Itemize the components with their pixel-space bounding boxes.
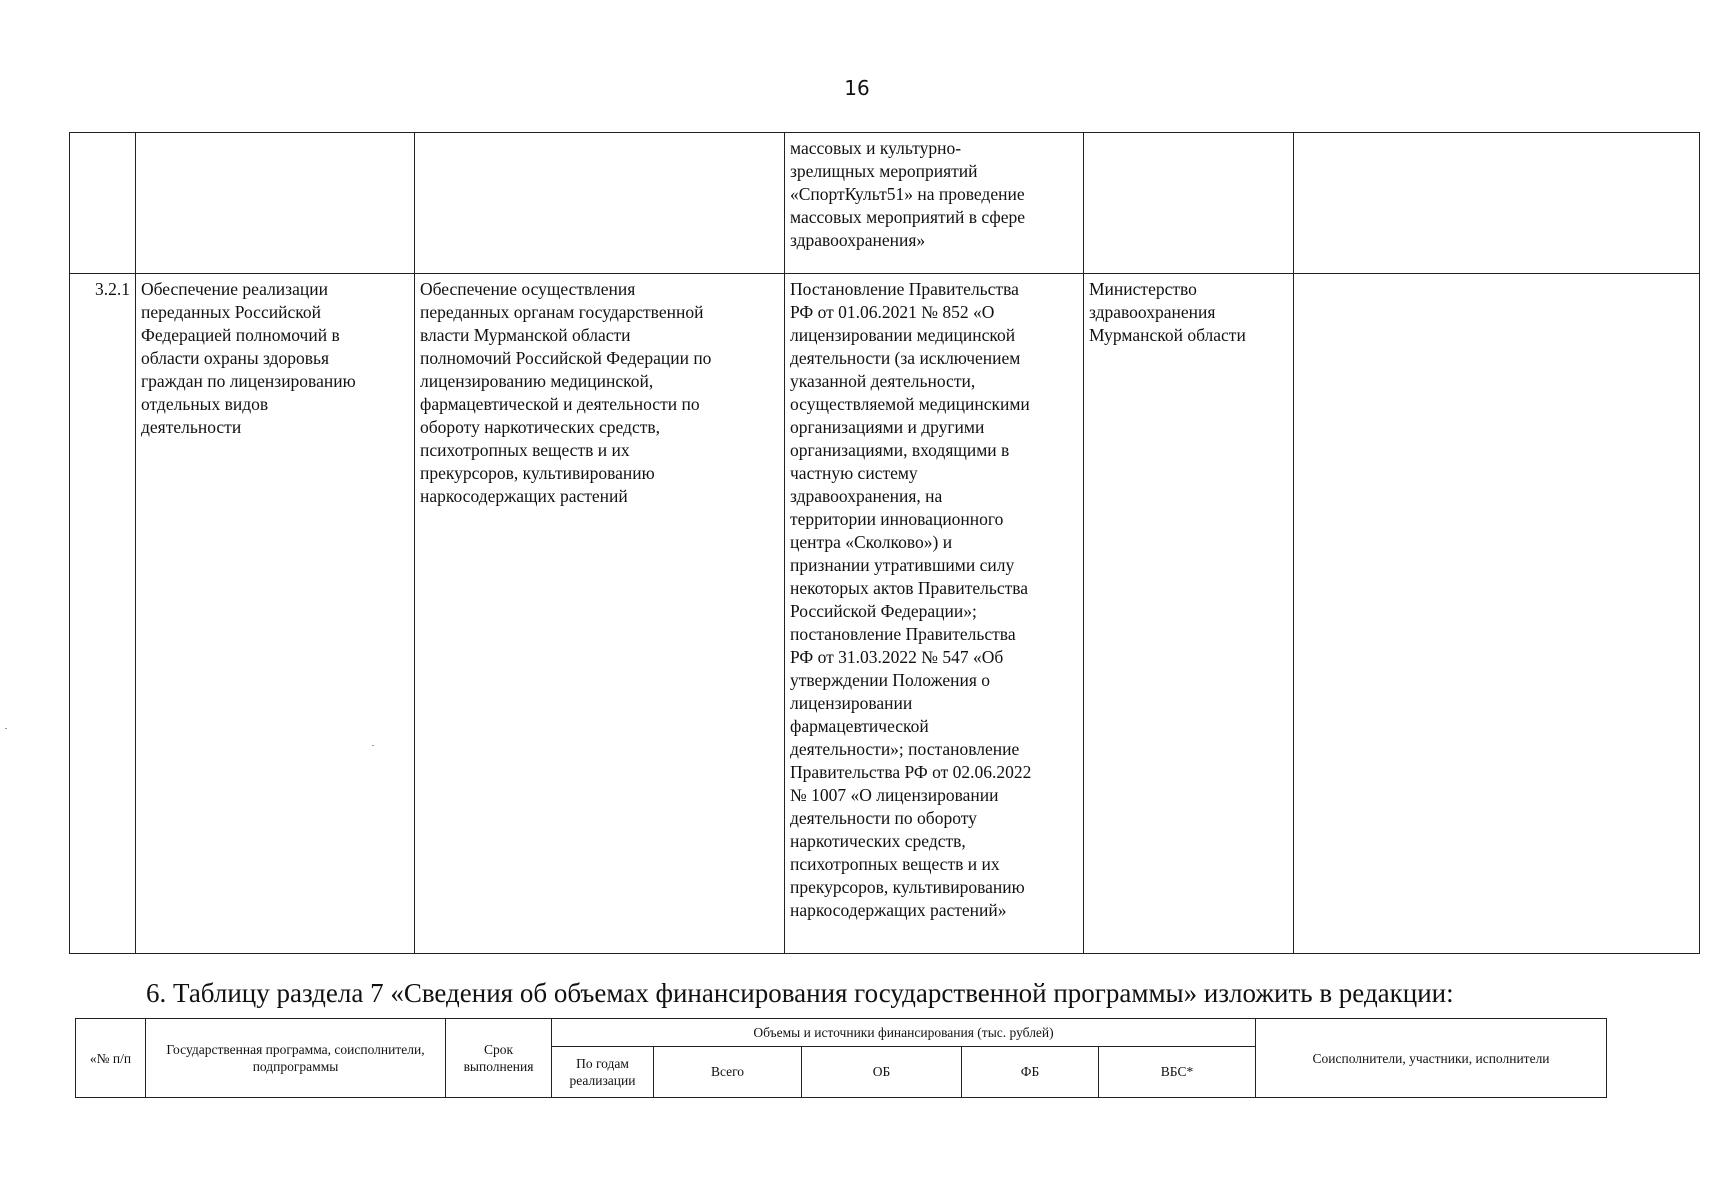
cell-text-line: территории инновационного xyxy=(790,509,1004,529)
cell-text-line: Обеспечение реализации xyxy=(141,279,328,299)
cell-num xyxy=(70,133,136,274)
cell-text-line: массовых мероприятий в сфере xyxy=(790,207,1026,227)
cell-text-line: прекурсоров, культивированию xyxy=(790,877,1025,897)
finance-header-row-1 xyxy=(76,1019,1607,1047)
executor-cell xyxy=(1084,274,1294,954)
measures-table xyxy=(69,132,1700,954)
cell-executor xyxy=(1084,133,1294,274)
cell-text-line: Обеспечение осуществления xyxy=(420,279,636,299)
finance-table-header xyxy=(75,1018,1607,1098)
col-num-header: «№ п/п xyxy=(76,1019,146,1098)
col-vbs-header: ВБС* xyxy=(1099,1046,1256,1097)
col-coexecutors-header: Соисполнители, участники, исполнители xyxy=(1256,1019,1607,1098)
cell-text-line: Российской Федерации»; xyxy=(790,601,977,621)
section-heading: 6. Таблицу раздела 7 «Сведения об объемах финансирования государственной программы» изложить в редакции: xyxy=(146,978,1454,1008)
cell-text-line: Постановление Правительства xyxy=(790,279,1019,299)
cell-text-line: области охраны здоровья xyxy=(141,348,329,368)
col-years-header: По годам реализации xyxy=(552,1046,654,1097)
col-fb-header: ФБ xyxy=(962,1046,1099,1097)
cell-text-line: фармацевтической и деятельности по xyxy=(420,394,700,414)
cell-basis xyxy=(785,133,1084,274)
cell-text-line: здравоохранения, на xyxy=(790,486,943,506)
col-program-header: Государственная программа, соисполнители, подпрограммы xyxy=(146,1019,446,1098)
cell-text-line: лицензировании медицинской xyxy=(790,325,1016,345)
cell-text-line: наркосодержащих растений» xyxy=(790,900,1007,920)
table-row-3-2-1 xyxy=(70,274,1700,954)
cell-text-line: Правительства РФ от 02.06.2022 xyxy=(790,762,1032,782)
cell-text-line: деятельности»; постановление xyxy=(790,739,1020,759)
cell-text-line: психотропных веществ и их xyxy=(420,440,630,460)
cell-text-line: «СпортКульт51» на проведение xyxy=(790,184,1025,204)
col-volumes-header: Объемы и источники финансирования (тыс. рублей) xyxy=(552,1019,1256,1047)
cell-text-line: наркотических средств, xyxy=(790,831,966,851)
cell-task xyxy=(136,133,415,274)
cell-text-line: прекурсоров, культивированию xyxy=(420,463,655,483)
cell-text-line: постановление Правительства xyxy=(790,624,1016,644)
cell-text-line: Министерство xyxy=(1089,279,1197,299)
page-number: 16 xyxy=(844,76,870,100)
cell-text-line: отдельных видов xyxy=(141,394,269,414)
cell-text-line: фармацевтической xyxy=(790,716,929,736)
cell-text-line: Федерацией полномочий в xyxy=(141,325,340,345)
cell-text-line: РФ от 31.03.2022 № 547 «Об xyxy=(790,647,1004,667)
cell-text-line: утверждении Положения о xyxy=(790,670,991,690)
cell-text-line: переданных Российской xyxy=(141,302,321,322)
row-number: 3.2.1 xyxy=(70,274,136,954)
cell-text-line: деятельности по обороту xyxy=(790,808,977,828)
cell-text-line: переданных органам государственной xyxy=(420,302,704,322)
col-total-header: Всего xyxy=(654,1046,802,1097)
task-cell xyxy=(136,274,415,954)
content-cell xyxy=(415,274,785,954)
cell-text-line: организациями, входящими в xyxy=(790,440,1010,460)
cell-text-line: лицензировании xyxy=(790,693,913,713)
cell-text-line: некоторых актов Правительства xyxy=(790,578,1029,598)
cell-text-line: полномочий Российской Федерации по xyxy=(420,348,712,368)
table-row-continuation xyxy=(70,133,1700,274)
cell-text-line: деятельности xyxy=(141,417,242,437)
cell-text-line: зрелищных мероприятий xyxy=(790,161,978,181)
cell-text-line: указанной деятельности, xyxy=(790,371,976,391)
cell-text-line: наркосодержащих растений xyxy=(420,486,628,506)
col-ob-header: ОБ xyxy=(802,1046,962,1097)
cell-text-line: № 1007 «О лицензировании xyxy=(790,785,999,805)
cell-text-line: власти Мурманской области xyxy=(420,325,631,345)
cell-text-line: деятельности (за исключением xyxy=(790,348,1021,368)
cell-text-line: признании утратившими силу xyxy=(790,555,1015,575)
cell-text-line: частную систему xyxy=(790,463,918,483)
cell-text-line: обороту наркотических средств, xyxy=(420,417,661,437)
cell-extra xyxy=(1294,133,1700,274)
extra-cell xyxy=(1294,274,1700,954)
cell-text-line: осуществляемой медицинскими xyxy=(790,394,1030,414)
scan-speck xyxy=(5,728,7,729)
col-term-header: Срок выполнения xyxy=(446,1019,552,1098)
cell-text-line: психотропных веществ и их xyxy=(790,854,1000,874)
cell-content xyxy=(415,133,785,274)
cell-text-line: центра «Сколково») и xyxy=(790,532,953,552)
cell-text-line: РФ от 01.06.2021 № 852 «О xyxy=(790,302,995,322)
cell-text-line: здравоохранения» xyxy=(790,230,926,250)
scan-speck xyxy=(372,745,374,746)
cell-text-line: лицензированию медицинской, xyxy=(420,371,654,391)
legal-basis-cell xyxy=(785,274,1084,954)
cell-text-line: организациями и другими xyxy=(790,417,985,437)
cell-text-line: граждан по лицензированию xyxy=(141,371,356,391)
cell-text-line: Мурманской области xyxy=(1089,325,1246,345)
cell-text-line: массовых и культурно- xyxy=(790,138,962,158)
cell-text-line: здравоохранения xyxy=(1089,302,1216,322)
